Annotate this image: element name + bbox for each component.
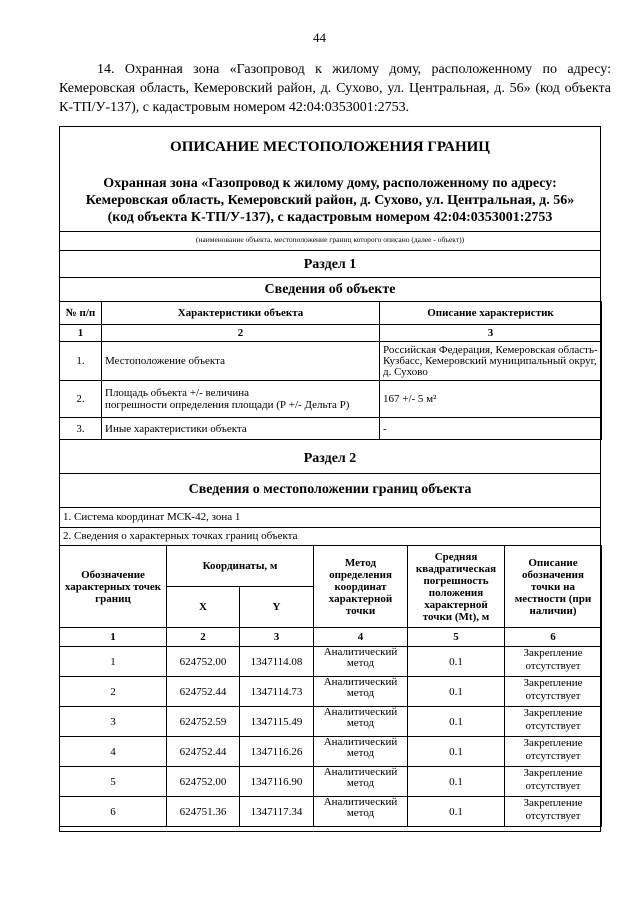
point-number: 5 [60,767,167,797]
index-cell: 2 [167,628,240,647]
point-method: Аналитический метод [314,797,408,827]
section-1-subtitle: Сведения об объекте [264,281,396,297]
page-number: 44 [313,30,326,45]
characteristic-line-1: Площадь объекта +/- величина [105,387,250,399]
index-cell: 3 [240,628,314,647]
row-number: 3. [60,418,102,440]
col-mt-header: Средняя квадратическая погрешность положения характерной точки (Mt), м [408,546,505,628]
index-cell: 3 [380,325,602,342]
index-cell: 6 [505,628,602,647]
object-name-line-3: (код объекта К-ТП/У-137), с кадастровым номером 42:04:0353001:2753 [107,210,553,225]
table-row [60,677,602,707]
col-description-header: Описание характеристик [380,302,602,325]
col-characteristic-header: Характеристики объекта [102,302,380,325]
table-row [60,797,602,827]
point-number: 3 [60,707,167,737]
point-method: Аналитический метод [314,647,408,677]
point-x: 624752.59 [167,707,240,737]
point-y: 1347114.73 [240,677,314,707]
col-coordinates-header: Координаты, м [167,546,314,587]
point-description: Закрепление отсутствует [505,677,602,707]
col-x-header: X [167,587,240,628]
point-method: Аналитический метод [314,707,408,737]
point-y: 1347115.49 [240,707,314,737]
point-mt: 0.1 [408,677,505,707]
point-description: Закрепление отсутствует [505,647,602,677]
point-description: Закрепление отсутствует [505,797,602,827]
index-cell: 5 [408,628,505,647]
point-x: 624752.00 [167,767,240,797]
divider [59,527,601,528]
row-number: 2. [60,381,102,418]
description: - [380,418,602,440]
divider [59,250,601,251]
col-y-header: Y [240,587,314,628]
index-cell: 4 [314,628,408,647]
table-row [60,381,602,418]
coordinate-system: 1. Система координат МСК-42, зона 1 [63,511,241,523]
description: 167 +/- 5 м² [380,381,602,418]
point-method: Аналитический метод [314,737,408,767]
table-row [60,418,602,440]
points-caption: 2. Сведения о характерных точках границ объекта [63,530,298,542]
boundary-points-body [60,647,602,827]
table-row [60,737,602,767]
point-x: 624752.44 [167,677,240,707]
row-number: 1. [60,342,102,381]
point-x: 624752.00 [167,647,240,677]
point-method: Аналитический метод [314,677,408,707]
characteristic-line-2: погрешности определения площади (Р +/- Дельта Р) [105,399,350,411]
characteristic: Иные характеристики объекта [102,418,380,440]
table-index-row [60,628,602,647]
document-title: ОПИСАНИЕ МЕСТОПОЛОЖЕНИЯ ГРАНИЦ [170,139,490,155]
table-row [60,767,602,797]
boundary-points-table [59,545,602,827]
object-name-line-1: Охранная зона «Газопровод к жилому дому, расположенному по адресу: [103,176,557,191]
divider [59,231,601,232]
description: Российская Федерация, Кемеровская область-Кузбасс, Кемеровский муниципальный округ, д. Сухово [380,342,602,381]
point-x: 624751.36 [167,797,240,827]
point-description: Закрепление отсутствует [505,767,602,797]
point-mt: 0.1 [408,767,505,797]
object-name-line-2: Кемеровская область, Кемеровский район, д. Сухово, ул. Центральная, д. 56» [85,193,575,208]
point-y: 1347114.08 [240,647,314,677]
table-row [60,342,602,381]
intro-paragraph: 14. Охранная зона «Газопровод к жилому дому, расположенному по адресу: Кемеровская область, Кемеровский район, д. Сухово, ул. Центральная, д. 56» (код объекта К-ТП/У-137), с кадастровым номером 42:04:0353001:2753. [59,62,611,115]
col-method-header: Метод определения координат характерной точки [314,546,408,628]
point-y: 1347117.34 [240,797,314,827]
object-caption: (наименование объекта, местоположение границ которого описано (далее - объект)) [195,235,465,244]
point-x: 624752.44 [167,737,240,767]
object-name [59,175,601,226]
point-description: Закрепление отсутствует [505,707,602,737]
table-index-row [60,325,602,342]
col-number-header: № п/п [60,302,102,325]
index-cell: 2 [102,325,380,342]
section-1-title: Раздел 1 [303,256,357,272]
col-point-name-header: Обозначение характерных точек границ [60,546,167,628]
characteristic: Местоположение объекта [102,342,380,381]
characteristic [102,381,380,418]
section-2-subtitle: Сведения о местоположении границ объекта [188,482,472,497]
point-description: Закрепление отсутствует [505,737,602,767]
divider [59,277,601,278]
object-info-table [59,301,602,440]
point-number: 6 [60,797,167,827]
point-y: 1347116.26 [240,737,314,767]
point-y: 1347116.90 [240,767,314,797]
point-number: 2 [60,677,167,707]
point-mt: 0.1 [408,707,505,737]
point-mt: 0.1 [408,797,505,827]
index-cell: 1 [60,628,167,647]
index-cell: 1 [60,325,102,342]
table-row [60,707,602,737]
point-mt: 0.1 [408,647,505,677]
point-mt: 0.1 [408,737,505,767]
table-header-row [60,302,602,325]
table-row [60,647,602,677]
point-method: Аналитический метод [314,767,408,797]
section-2-title: Раздел 2 [303,451,357,466]
table-header-row [60,546,602,587]
col-point-description-header: Описание обозначения точки на местности (при наличии) [505,546,602,628]
divider [59,507,601,508]
point-number: 4 [60,737,167,767]
point-number: 1 [60,647,167,677]
